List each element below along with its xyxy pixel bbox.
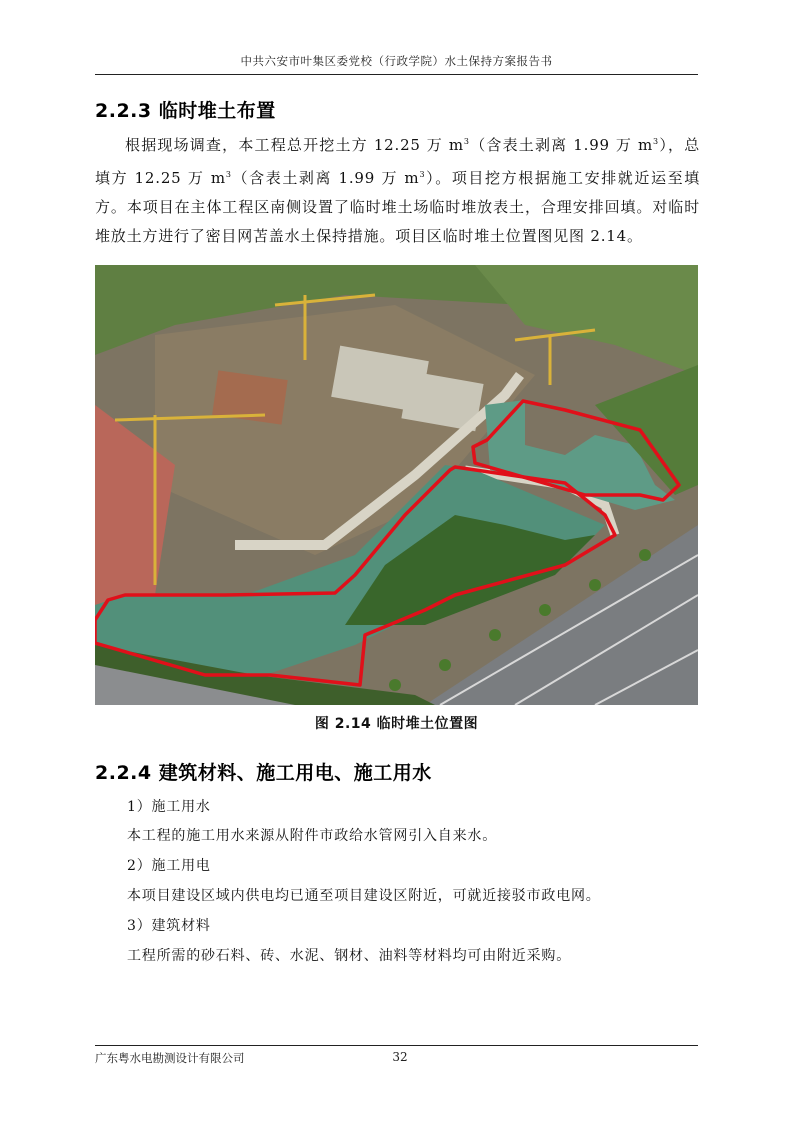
page-number: 32 — [392, 1050, 408, 1064]
page-header: 中共六安市叶集区委党校（行政学院）水土保持方案报告书 — [240, 54, 553, 68]
item-text-power: 本项目建设区域内供电均已通至项目建设区附近，可就近接驳市政电网。 — [127, 888, 601, 904]
item-text-materials: 工程所需的砂石料、砖、水泥、钢材、油料等材料均可由附近采购。 — [127, 948, 571, 964]
para-text-5: ）。项目挖方根据施工安排就近运至填方。本项目在主体工程区南侧设置了临时堆土场临时堆放表土，合理安排回填。对临时堆放土方进行了密目网苫盖水土保持措施。项目区临时堆土位置图见图 2.14。 — [95, 169, 700, 245]
item-label-water: 1）施工用水 — [127, 799, 211, 815]
para-text-4: （含表土剥离 1.99 万 m — [231, 169, 420, 187]
aerial-site-photo — [95, 265, 698, 705]
header-divider — [95, 74, 698, 75]
para-text-3: ），总填方 12.25 万 m — [95, 136, 700, 187]
footer-company: 广东粤水电勘测设计有限公司 — [95, 1051, 245, 1065]
superscript: 3 — [653, 137, 659, 146]
section-heading-2-2-3: 2.2.3 临时堆土布置 — [95, 100, 276, 122]
item-text-water: 本工程的施工用水来源从附件市政给水管网引入自来水。 — [127, 828, 497, 844]
footer-divider — [95, 1045, 698, 1046]
superscript: 3 — [419, 170, 426, 179]
para-text-1: 根据现场调查，本工程总开挖土方 12.25 万 m — [125, 136, 464, 154]
item-label-power: 2）施工用电 — [127, 858, 211, 874]
section-2-2-3-paragraph — [95, 127, 700, 251]
item-label-materials: 3）建筑材料 — [127, 918, 211, 934]
figure-caption: 图 2.14 临时堆土位置图 — [314, 716, 479, 732]
superscript: 3 — [225, 170, 232, 179]
superscript: 3 — [463, 137, 470, 146]
para-text-2: （含表土剥离 1.99 万 m — [469, 136, 654, 154]
section-heading-2-2-4: 2.2.4 建筑材料、施工用电、施工用水 — [95, 762, 432, 784]
